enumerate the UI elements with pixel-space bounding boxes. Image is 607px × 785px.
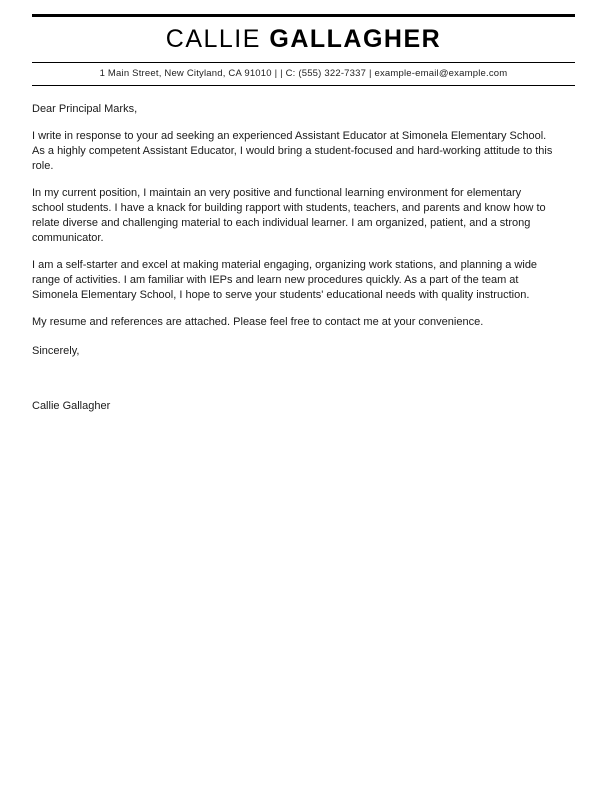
signature: Callie Gallagher bbox=[32, 399, 111, 412]
paragraph-4: My resume and references are attached. Please feel free to contact me at your convenience. bbox=[32, 315, 484, 328]
letter-header bbox=[32, 14, 575, 86]
closing: Sincerely, bbox=[32, 344, 80, 357]
paragraph-1: I write in response to your ad seeking an experienced Assistant Educator at Simonela Elementary School. As a highly competent Assistant Educator, I would bring a student-focused and hard-working attitude to this role. bbox=[32, 129, 553, 172]
applicant-first-name: CALLIE bbox=[165, 25, 261, 53]
letter-body bbox=[32, 102, 554, 414]
applicant-last-name: GALLAGHER bbox=[269, 25, 442, 53]
paragraph-3: I am a self-starter and excel at making material engaging, organizing work stations, and planning a wide range of activities. I am familiar with IEPs and learn new procedures quickly. As a part of the team at Simonela Elementary School, I hope to serve your students' educational needs with quality instruction. bbox=[32, 258, 538, 301]
salutation: Dear Principal Marks, bbox=[32, 102, 138, 115]
paragraph-2: In my current position, I maintain an very positive and functional learning environment for elementary school students. I have a knack for building rapport with students, teachers, and parents and know how to relate diverse and challenging material to each individual learner. I am organized, patient, and a strong communicator. bbox=[32, 186, 546, 244]
applicant-name bbox=[32, 26, 575, 54]
contact-line: 1 Main Street, New Cityland, CA 91010 | | C: (555) 322-7337 | example-email@example.com bbox=[99, 67, 508, 79]
top-rule bbox=[32, 14, 575, 17]
header-divider-bottom bbox=[32, 85, 575, 86]
